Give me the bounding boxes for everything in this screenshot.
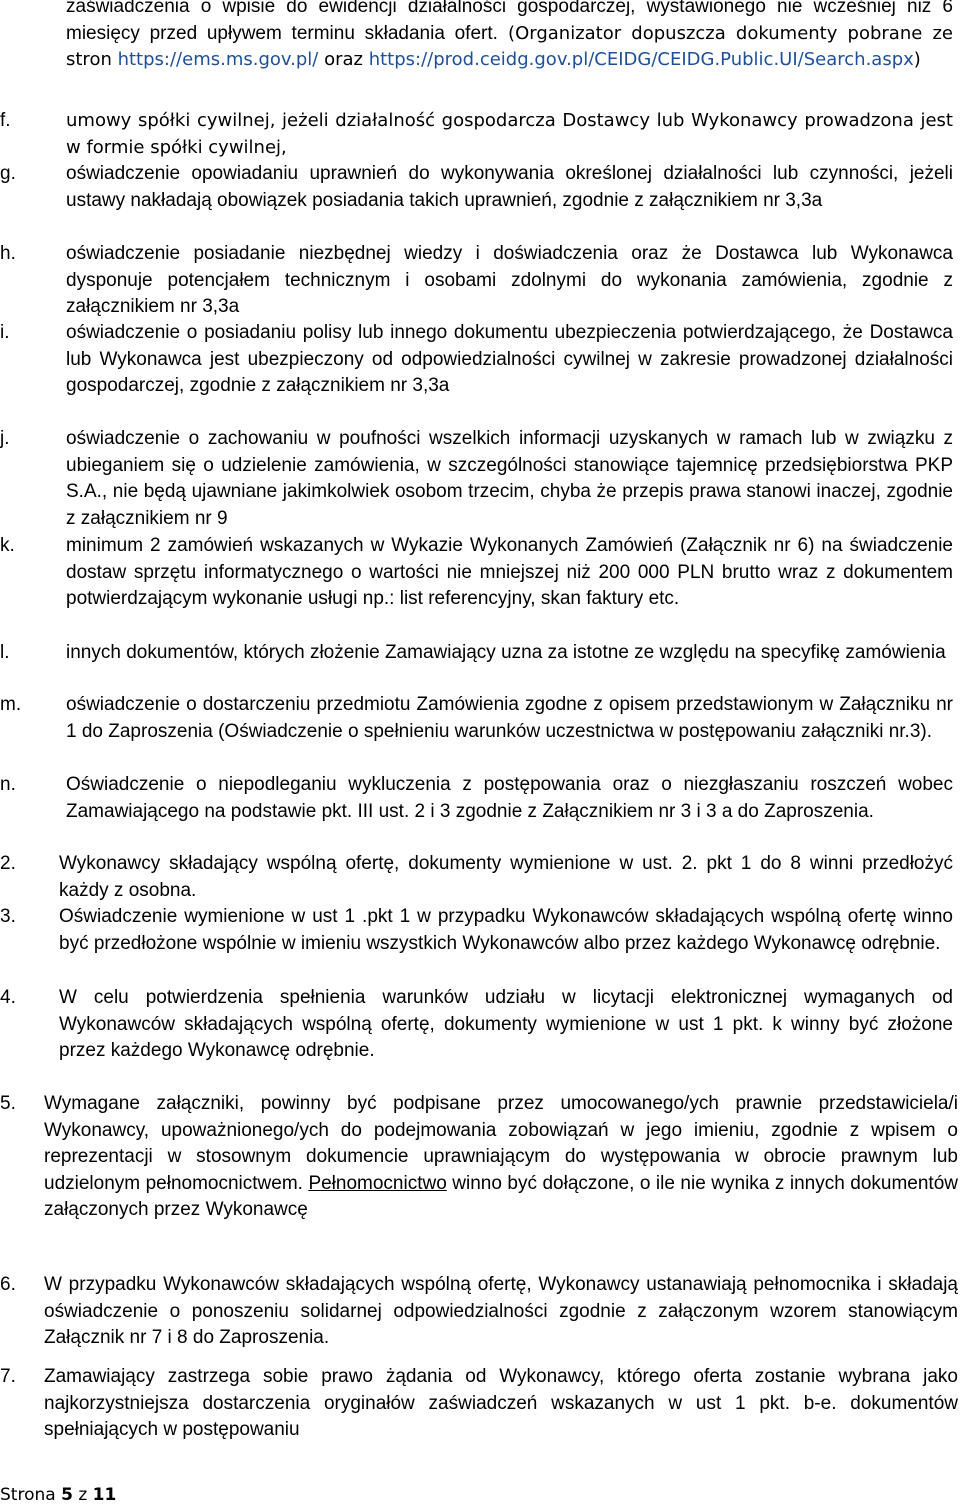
list-item-text: umowy spółki cywilnej, jeżeli działalność gospodarcza Dostawcy lub Wykonawcy prowadzona jest w formie spółki cywilnej, bbox=[66, 110, 953, 158]
paragraph-text-continued: winno być dołączone, o ile nie wynika z innych dokumentów załączonych przez Wykonawcę bbox=[44, 1172, 958, 1220]
paragraph-text: W przypadku Wykonawców składających wspólną ofertę, Wykonawcy ustanawiają pełnomocnika i składają oświadczenie o ponoszeniu solidarnej odpowiedzialności zgodnie z załączonym wzorem stanowiącym Załącznik nr 7 i 8 do Zaproszenia. bbox=[44, 1274, 958, 1348]
list-item bbox=[0, 692, 953, 745]
list-item-text: oświadczenie opowiadaniu uprawnień do wykonywania określonej działalności lub czynności, jeżeli ustawy nakładają obowiązek posiadania takich uprawnień, zgodnie z załącznikiem nr 3,3a bbox=[66, 163, 953, 211]
list-marker: 4. bbox=[0, 987, 16, 1008]
organizer-note-text: (Organizator dopuszcza dokumenty pobrane ze stron bbox=[66, 22, 953, 70]
organizer-note-text-2: oraz bbox=[318, 49, 369, 70]
numbered-item bbox=[0, 851, 953, 904]
current-page-number: 5 bbox=[61, 1485, 73, 1505]
list-item-text: oświadczenie posiadanie niezbędnej wiedzy i doświadczenia oraz że Dostawca lub Wykonawca dysponuje potencjałem technicznym i osobami zdolnymi do wykonania zamówienia, zgodnie z załącznikiem nr 3,3a bbox=[66, 243, 953, 317]
footer-middle: z bbox=[72, 1485, 93, 1505]
paragraph-text: Zamawiający zastrzega sobie prawo żądania od Wykonawcy, którego oferta zostanie wybrana jako najkorzystniejsza dostarczenia oryginałów zaświadczeń wskazanych w ust 1 pkt. b-e. dokumentów spełniających w postępowaniu bbox=[44, 1366, 958, 1440]
item-e-text: zaświadczenia o wpisie do ewidencji działalności gospodarczej, wystawionego nie wcześniej niż 6 miesięcy przed upływem terminu składania ofert. bbox=[66, 0, 953, 44]
list-item bbox=[0, 426, 953, 532]
list-item bbox=[0, 161, 953, 214]
list-item bbox=[0, 640, 953, 667]
list-item bbox=[0, 108, 953, 161]
numbered-item bbox=[0, 904, 953, 957]
numbered-paragraph bbox=[0, 1091, 958, 1224]
list-marker: 7. bbox=[0, 1366, 16, 1387]
list-item-text: minimum 2 zamówień wskazanych w Wykazie Wykonanych Zamówień (Załącznik nr 6) na świadczenie dostaw sprzętu informatycznego o wartości nie mniejszej niż 200 000 PLN brutto wraz z dokumentem potwierdzającym wykonanie usługi np.: list referencyjny, skan faktury etc. bbox=[66, 535, 953, 609]
list-marker: h. bbox=[0, 243, 16, 264]
list-item bbox=[0, 241, 953, 321]
numbered-paragraph bbox=[0, 1364, 958, 1444]
list-marker: 2. bbox=[0, 853, 16, 874]
numbered-item-text: Wykonawcy składający wspólną ofertę, dokumenty wymienione w ust. 2. pkt 1 do 8 winni przedłożyć każdy z osobna. bbox=[59, 853, 953, 901]
list-marker: n. bbox=[0, 774, 16, 795]
list-marker: j. bbox=[0, 428, 10, 449]
list-item bbox=[0, 320, 953, 400]
list-item-text: innych dokumentów, których złożenie Zamawiający uzna za istotne ze względu na specyfikę zamówienia bbox=[66, 642, 946, 663]
list-item-text: Oświadczenie o niepodleganiu wykluczenia z postępowania oraz o niezgłaszaniu roszczeń wobec Zamawiającego na podstawie pkt. III ust. 2 i 3 zgodnie z Załącznikiem nr 3 i 3 a do Zaproszenia. bbox=[66, 774, 953, 822]
list-marker: g. bbox=[0, 163, 16, 184]
list-marker: m. bbox=[0, 694, 22, 715]
page-footer bbox=[0, 1485, 116, 1505]
underlined-term: Pełnomocnictwo bbox=[308, 1172, 447, 1194]
list-marker: i. bbox=[0, 322, 10, 343]
list-marker: l. bbox=[0, 642, 10, 663]
numbered-item-text: W celu potwierdzenia spełnienia warunków udziału w licytacji elektronicznej wymaganych od Wykonawców składających wspólną ofertę, dokumenty wymienione w ust 1 pkt. k winny być złożone przez każdego Wykonawcę odrębnie. bbox=[59, 987, 953, 1061]
footer-prefix: Strona bbox=[0, 1485, 62, 1505]
list-marker: f. bbox=[0, 110, 11, 131]
list-marker: k. bbox=[0, 535, 15, 556]
list-marker: 5. bbox=[0, 1093, 16, 1114]
closing-paren: ) bbox=[913, 49, 921, 70]
ems-link[interactable]: https://ems.ms.gov.pl/ bbox=[117, 49, 319, 70]
numbered-paragraph bbox=[0, 1272, 958, 1352]
list-item-text: oświadczenie o posiadaniu polisy lub innego dokumentu ubezpieczenia potwierdzającego, że Dostawca lub Wykonawca jest ubezpieczony od odpowiedzialności cywilnej w zakresie prowadzonej działalności gospodarczej, zgodnie z załącznikiem nr 3,3a bbox=[66, 322, 953, 396]
list-marker: 3. bbox=[0, 906, 16, 927]
list-item-text: oświadczenie o zachowaniu w poufności wszelkich informacji uzyskanych w ramach lub w związku z ubieganiem się o udzielenie zamówienia, w szczególności stanowiące tajemnicę przedsiębiorstwa PKP S.A., nie będą ujawniane jakimkolwiek osobom trzecim, chyba że przepis prawa stanowi inaczej, zgodnie z załącznikiem nr 9 bbox=[66, 428, 953, 529]
paragraph-text: Wymagane załączniki, powinny być podpisane przez umocowanego/ych prawnie przedstawiciela/i Wykonawcy, upoważnionego/ych do podejmowania zobowiązań w jego imieniu, zgodnie z wpisem o reprezentacji w stosownym dokumencie uprawniającym do występowania w obrocie prawnym lub udzielonym pełnomocnictwem. bbox=[44, 1093, 958, 1194]
list-marker: 6. bbox=[0, 1274, 16, 1295]
numbered-item bbox=[0, 985, 953, 1065]
total-pages-number: 11 bbox=[92, 1485, 117, 1505]
ceidg-link[interactable]: https://prod.ceidg.gov.pl/CEIDG/CEIDG.Public.UI/Search.aspx bbox=[368, 49, 914, 70]
list-item bbox=[0, 533, 953, 613]
numbered-item-text: Oświadczenie wymienione w ust 1 .pkt 1 w przypadku Wykonawców składających wspólną ofertę winno być przedłożone wspólnie w imieniu wszystkich Wykonawców albo przez każdego Wykonawcę odrębnie. bbox=[59, 906, 953, 954]
item-e-continuation bbox=[66, 0, 953, 74]
list-item bbox=[0, 772, 953, 825]
list-item-text: oświadczenie o dostarczeniu przedmiotu Zamówienia zgodne z opisem przedstawionym w Załączniku nr 1 do Zaproszenia (Oświadczenie o spełnieniu warunków uczestnictwa w postępowaniu załączniki nr.3). bbox=[66, 694, 953, 742]
